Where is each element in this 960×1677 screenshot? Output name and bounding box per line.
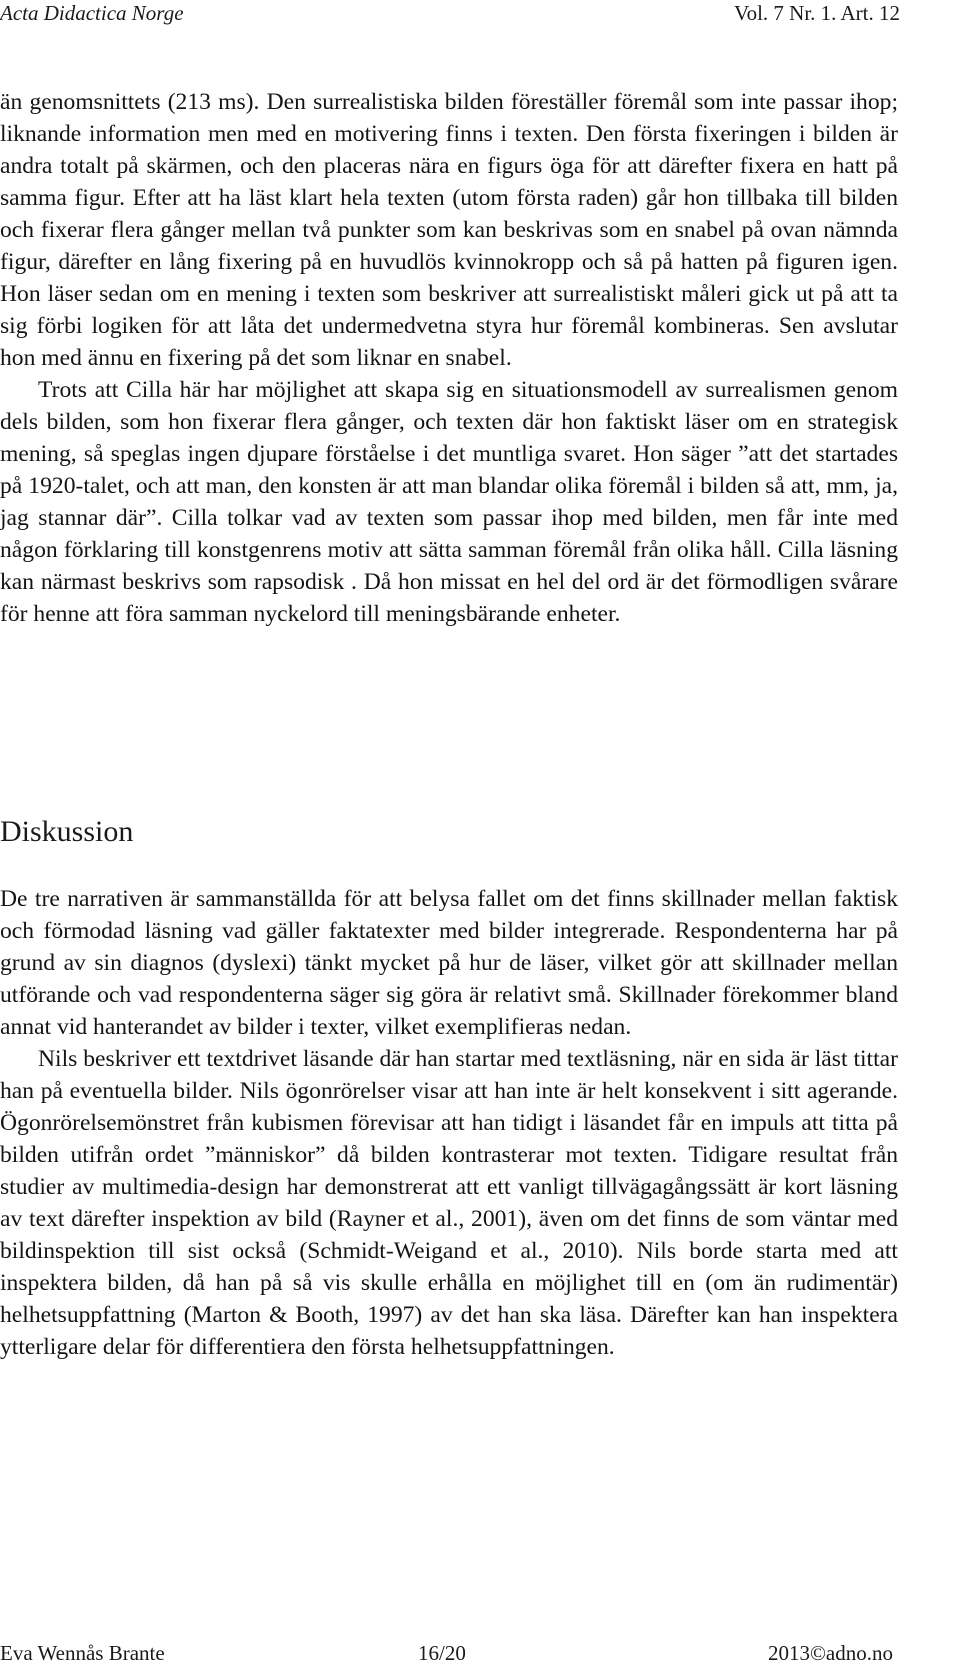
paragraph: De tre narrativen är sammanställda för att belysa fallet om det finns skillnader mellan faktisk och förmodad läsning vad gäller faktatexter med bilder integrerade. Respondenterna har på grund av sin diagnos (dyslexi) tänkt mycket på hur de läser, vilket gör att skillnader mellan utförande och vad respondenterna säger sig göra är relativt små. Skillnader förekommer bland annat vid hanterandet av bilder i texter, vilket exemplifieras nedan.	[0, 886, 898, 1040]
running-header	[0, 0, 900, 26]
footer-copyright: 2013©adno.no	[767, 1641, 893, 1665]
running-footer	[0, 1638, 893, 1668]
paragraph: än genomsnittets (213 ms). Den surrealistiska bilden föreställer föremål som inte passar ihop; liknande information men med en motivering finns i texten. Den första fixeringen i bilden är andra totalt på skärmen, och den placeras nära en figurs öga för att därefter fixera en hatt på samma figur. Efter att ha läst klart hela texten (utom första raden) går hon tillbaka till bilden och fixerar flera gånger mellan två punkter som kan beskrivas som en snabel på ovan nämnda figur, därefter en lång fixering på en huvudlös kvinnokropp och så på hatten på figuren igen. Hon läser sedan om en mening i texten som beskriver att surrealistiskt måleri gick ut på att ta sig förbi logiken för att låta det undermedvetna styra hur föremål kombineras. Sen avslutar hon med ännu en fixering på det som liknar en snabel.	[0, 89, 898, 371]
page-number: 16/20	[418, 1641, 466, 1665]
footer-author: Eva Wennås Brante	[0, 1641, 165, 1665]
paragraph: Trots att Cilla här har möjlighet att skapa sig en situationsmodell av surrealismen genom dels bilden, som hon fixerar flera gånger, och texten där hon faktiskt läser om en strategisk mening, så speglas ingen djupare förståelse i det muntliga svaret. Hon säger ”att det startades på 1920-talet, och att man, den konsten är att man blandar olika föremål i bilden så att, mm, ja, jag stannar där”. Cilla tolkar vad av texten som passar ihop med bilden, men får inte med någon förklaring till konstgenrens motiv att sätta samman föremål från olika håll. Cilla läsning kan närmast beskrivs som rapsodisk . Då hon missat en hel del ord är det förmodligen svårare för henne att föra samman nyckelord till meningsbärande enheter.	[0, 377, 898, 627]
paragraph: Nils beskriver ett textdrivet läsande där han startar med textläsning, när en sida är läst tittar han på eventuella bilder. Nils ögonrörelser visar att han inte är helt konsekvent i sitt agerande. Ögonrörelsemönstret från kubismen förevisar att han tidigt i läsandet får en impuls att titta på bilden utifrån ordet ”människor” då bilden kontrasterar mot texten. Tidigare resultat från studier av multimedia-design har demonstrerat att ett vanligt tillvägagångssätt är kort läsning av text därefter inspektion av bild (Rayner et al., 2001), även om det finns de som väntar med bildinspektion till sist också (Schmidt-Weigand et al., 2010). Nils borde starta med att inspektera bilden, då han på så vis skulle erhålla en möjlighet till en (om än rudimentär) helhetsuppfattning (Marton & Booth, 1997) av det han ska läsa. Därefter kan han inspektera ytterligare delar för differentiera den första helhetsuppfattningen.	[0, 1046, 898, 1360]
body-section-discussion	[0, 883, 898, 1363]
body-section-results	[0, 86, 898, 630]
volume-info: Vol. 7 Nr. 1. Art. 12	[734, 1, 900, 25]
journal-title: Acta Didactica Norge	[0, 1, 184, 25]
section-heading: Diskussion	[0, 815, 134, 848]
